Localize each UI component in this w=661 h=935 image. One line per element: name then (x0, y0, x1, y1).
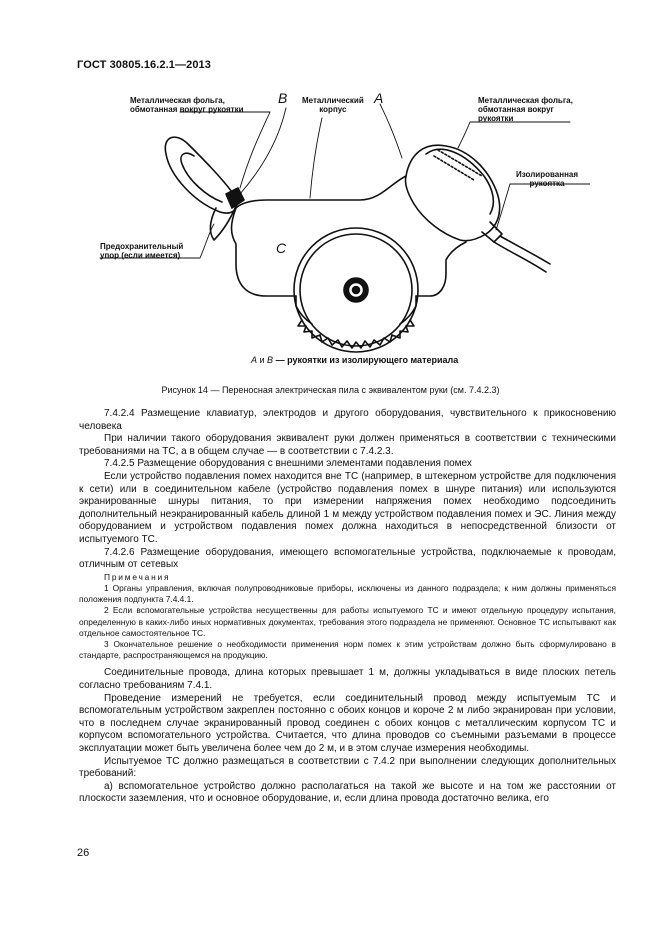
letter-a: A (374, 90, 384, 106)
label-guard: Предохранительный упор (если имеется) (100, 242, 184, 260)
power-cord (494, 236, 550, 272)
paragraph: Если устройство подавления помех находится вне ТС (например, в штекерном устройстве для подключения к сети) или в соединительном кабеле (устройство подавления помех в шнуре питания) или используются экранированные шнуры питания, то при измерении напряжения помех необходимо подсоединить дополнительный неэкранированный кабель длиной 1 м между устройством подавления помех и ЭС. Линия между оборудованием и устройством подавления помех должна находиться в непосредственной близости от испытуемого ТС. (79, 470, 616, 545)
figure-caption: Рисунок 14 — Переносная электрическая пила с эквивалентом руки (см. 7.4.2.3) (161, 385, 500, 395)
paragraph-7-4-2-4: 7.4.2.4 Размещение клавиатур, электродов и другого оборудования, чувствительного к прикосновению человека (79, 408, 616, 432)
letter-c: C (276, 240, 287, 256)
right-handle (405, 145, 499, 241)
note-3: 3 Окончательное решение о необходимости применения норм помех к этим устройствам должно быть сформулировано в стандарте, распространяющемся на продукцию. (79, 638, 616, 661)
page-number: 26 (77, 847, 90, 859)
list-item-a: а) вспомогательное устройство должно располагаться на такой же высоте и на том же расстоянии от плоскости заземления, что и основное оборудование, и, если длина провода достаточно велика, его (79, 780, 616, 805)
paragraph: Соединительные провода, длина которых превышает 1 м, должны укладываться в виде плоских петель согласно требованиям 7.4.1. (79, 667, 616, 691)
saw-figure (90, 84, 590, 384)
paragraph-7-4-2-6: 7.4.2.6 Размещение оборудования, имеющего вспомогательные устройства, подключаемые к проводам, отличным от сетевых (79, 546, 616, 571)
note-1: 1 Органы управления, включая полупроводниковые приборы, исключены из данного подраздела; к ним должны применяться положения подпункта 7.4.4.1. (79, 582, 616, 605)
paragraph: Проведение измерений не требуется, если соединительный провод между испытуемым ТС и вспомогательным устройством закреплен постоянно с обоих концов и короче 2 м либо экранирован при условии, что в последнем случае экранированный провод соединен с обоих концов с металлическим корпусом ТС и корпусом вспомогательного устройства. Считается, что длина проводов со съемными разъемами в процессе эксплуатации может быть увеличена более чем до 2 м, и в этом случае измерения необходимы. (79, 692, 616, 754)
figure-legend: А и В — рукоятки из изолирующего материала (251, 355, 459, 365)
standard-header: ГОСТ 30805.16.2.1—2013 (77, 59, 211, 71)
paragraph-7-4-2-5: 7.4.2.5 Размещение оборудования с внешними элементами подавления помех (104, 458, 472, 470)
label-foil-right: Металлическая фольга, обмотанная вокруг рукоятки (478, 96, 573, 123)
body-text (79, 408, 616, 806)
letter-b: B (278, 90, 288, 106)
label-foil-left: Металлическая фольга, обмотанная вокруг рукоятки (130, 96, 244, 114)
paragraph: При наличии такого оборудования эквивалент руки должен применяться в соответствии с техническими требованиями на ТС, а в общем случае — в соответствии с 7.4.2.3. (79, 433, 616, 457)
left-handle (165, 137, 237, 213)
note-2: 2 Если вспомогательные устройства несущественны для работы испытуемого ТС и имеют отдельную процедуру испытания, определенную в каких-либо иных нормативных документах, требования этого подраздела не применяют. Основное ТС испытывают как отдельное самостоятельное ТС. (79, 605, 616, 638)
paragraph: Испытуемое ТС должно размещаться в соответствии с 7.4.2 при выполнении следующих дополнительных требований: (79, 755, 616, 780)
notes-title: Примечания (104, 571, 171, 582)
label-metal-body: Металлический корпус (302, 96, 364, 114)
label-insulated-handle: Изолированная рукоятка (516, 170, 579, 188)
metal-body (232, 176, 467, 296)
saw-teeth (298, 320, 414, 348)
portable-saw-drawing (90, 84, 590, 354)
